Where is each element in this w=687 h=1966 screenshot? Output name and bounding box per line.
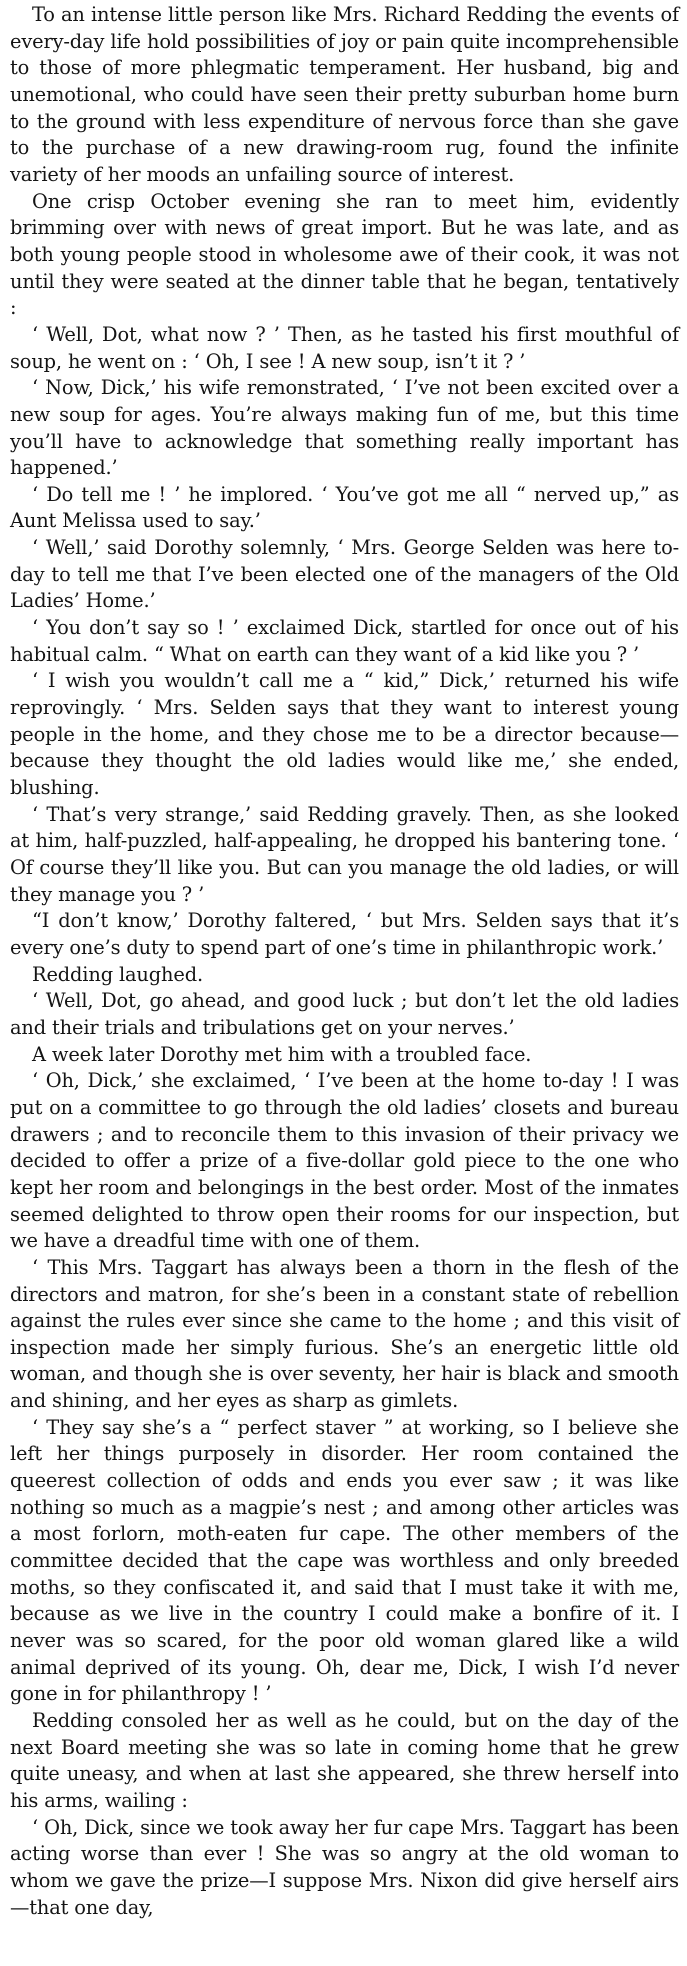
paragraph-6: ‘ Well,’ said Dorothy solemnly, ‘ Mrs. George Selden was here to-day to tell me that I’ve been elected one of the managers of the Old Ladies’ Home.’ — [10, 536, 679, 613]
paragraph-2: One crisp October evening she ran to meet him, evidently brimming over with news of great import. But he was late, and as both young people stood in wholesome awe of their cook, it was not until they were seated at the dinner table that he began, tentatively : — [10, 189, 679, 320]
paragraph-10: “I don’t know,’ Dorothy faltered, ‘ but Mrs. Selden says that it’s every one’s duty to spend part of one’s time in philanthropic work.’ — [10, 909, 679, 959]
paragraph-8: ‘ I wish you wouldn’t call me a “ kid,” Dick,’ returned his wife reprovingly. ‘ Mrs. Selden says that they want to interest young people in the home, and they chose me to be a director because—because they thought the old ladies would like me,’ she ended, blushing. — [10, 669, 679, 800]
paragraph-7: ‘ You don’t say so ! ’ exclaimed Dick, startled for once out of his habitual calm. “ What on earth can they want of a kid like you ? ’ — [10, 616, 679, 666]
paragraph-14: ‘ Oh, Dick,’ she exclaimed, ‘ I’ve been at the home to-day ! I was put on a committee to go through the old ladies’ closets and bureau drawers ; and to reconcile them to this invasion of their privacy we decided to offer a prize of a five-dollar gold piece to the one who kept her room and belongings in the best order. Most of the inmates seemed delighted to throw open their rooms for our inspection, but we have a dreadful time with one of them. — [10, 1069, 679, 1253]
paragraph-12: ‘ Well, Dot, go ahead, and good luck ; but don’t let the old ladies and their trials and tribulations get on your nerves.’ — [10, 989, 679, 1039]
paragraph-9: ‘ That’s very strange,’ said Redding gravely. Then, as she looked at him, half-puzzled, half-appealing, he dropped his bantering tone. ‘ Of course they’ll like you. But can you manage the old ladies, or will they manage you ? ’ — [10, 802, 679, 906]
paragraph-11: Redding laughed. — [32, 962, 203, 986]
paragraph-18: ‘ Oh, Dick, since we took away her fur cape Mrs. Taggart has been acting worse than ever ! She was so angry at the old woman to whom we gave the prize—I suppose Mrs. Nixon did give herself airs—that one day, — [10, 1815, 679, 1919]
paragraph-13: A week later Dorothy met him with a troubled face. — [32, 1042, 532, 1066]
paragraph-3: ‘ Well, Dot, what now ? ’ Then, as he tasted his first mouthful of soup, he went on : ‘ Oh, I see ! A new soup, isn’t it ? ’ — [10, 322, 679, 373]
paragraph-17: Redding consoled her as well as he could, but on the day of the next Board meeting she was so late in coming home that he grew quite uneasy, and when at last she appeared, she threw herself into his arms, wailing : — [10, 1709, 679, 1812]
paragraph-4: ‘ Now, Dick,’ his wife remonstrated, ‘ I’ve not been excited over a new soup for ages. You’re always making fun of me, but this time you’ll have to acknowledge that something really important has happened.’ — [10, 376, 679, 480]
paragraph-16: ‘ They say she’s a “ perfect staver ” at working, so I believe she left her things purposely in disorder. Her room contained the queerest collection of odds and ends you ever saw ; it was like nothing so much as a magpie’s nest ; and among other articles was a most forlorn, moth-eaten fur cape. The other members of the committee decided that the cape was worthless and only breeded moths, so they confiscated it, and said that I must take it with me, because as we live in the country I could make a bonfire of it. I never was so scared, for the poor old woman glared like a wild animal deprived of its young. Oh, dear me, Dick, I wish I’d never gone in for philanthropy ! ’ — [10, 1415, 679, 1706]
paragraph-5: ‘ Do tell me ! ’ he implored. ‘ You’ve got me all “ nerved up,” as Aunt Melissa used to say.’ — [10, 482, 679, 533]
paragraph-15: ‘ This Mrs. Taggart has always been a thorn in the flesh of the directors and matron, for she’s been in a constant state of rebellion against the rules ever since she came to the home ; and this visit of inspection made her simply furious. She’s an energetic little old woman, and though she is over seventy, her hair is black and smooth and shining, and her eyes as sharp as gimlets. — [10, 1255, 679, 1413]
paragraph-1: To an intense little person like Mrs. Richard Redding the events of every-day life hold possibilities of joy or pain quite incomprehensible to those of more phlegmatic temperament. Her husband, big and unemotional, who could have seen their pretty suburban home burn to the ground with less expenditure of nervous force than she gave to the purchase of a new drawing-room rug, found the infinite variety of her moods an unfailing source of interest. — [10, 3, 679, 186]
